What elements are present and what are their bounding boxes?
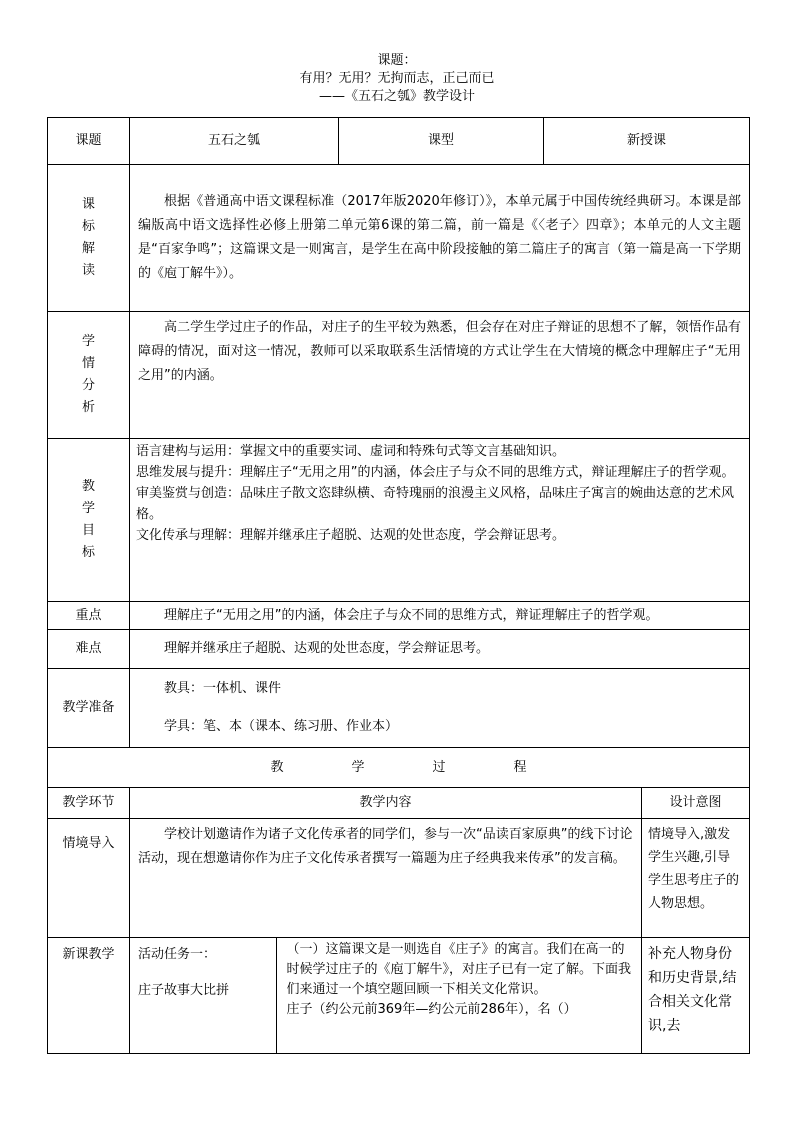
header-line-1: 课题：: [377, 53, 417, 68]
goals-list: [130, 439, 750, 602]
intro-stage-content: 学校计划邀请作为诸子文化传承者的同学们，参与一次“品读百家原典”的线下讨论活动，现在想邀请你作为庄子文化传承者撰写一篇题为庄子经典我来传承”的发言稿。: [130, 819, 642, 938]
students-text: 高二学生学过庄子的作品，对庄子的生平较为熟悉，但会存在对庄子辩证的思想不了解，领悟作品有障碍的情况，面对这一情况，教师可以采取联系生活情境的方式让学生在大情境的概念中理解庄子“无用之用”的内涵。: [130, 312, 750, 439]
students-row: [48, 312, 750, 439]
header-line-3: ——《五石之瓠》教学设计: [318, 89, 475, 104]
process-columns-row: [48, 788, 750, 819]
students-label: 学 情 分 析: [48, 312, 130, 439]
student-tools: 学具：笔、本（课本、练习册、作业本）: [164, 719, 399, 734]
curriculum-row: [48, 165, 750, 312]
key-point-text: 理解庄子“无用之用”的内涵，体会庄子与众不同的思维方式，辩证理解庄子的哲学观。: [130, 602, 750, 630]
task-cell: [130, 938, 276, 1053]
label-topic: 课题: [48, 118, 130, 165]
process-title: 教 学 过 程: [48, 748, 750, 788]
preparation-label: 教学准备: [48, 669, 130, 748]
new-lesson-intent: 补充人物身份和历史背景,结合相关文化常识,去: [642, 938, 750, 1054]
difficulty-label: 难点: [48, 630, 130, 669]
type-value: 新授课: [544, 118, 750, 165]
lesson-plan-table: [47, 117, 750, 1054]
curriculum-text: 根据《普通高中语文课程标准（2017年版2020年修订）》，本单元属于中国传统经典研习。本课是部编版高中语文选择性必修上册第二单元第6课的第二篇，前一篇是《〈老子〉四章》；本单元的人文主题是“百家争鸣”；这篇课文是一则寓言，是学生在高中阶段接触的第二篇庄子的寓言（第一篇是高一下学期的《庖丁解牛》）。: [130, 165, 750, 312]
goal-item: 语言建构与运用：掌握文中的重要实词、虚词和特殊句式等文言基础知识。: [136, 444, 566, 459]
task-paragraph-2: 庄子（约公元前369年—约公元前286年），名（）: [286, 1002, 577, 1017]
goals-row: [48, 439, 750, 602]
key-point-label: 重点: [48, 602, 130, 630]
task-name: 庄子故事大比拼: [138, 983, 230, 998]
intro-stage-row: [48, 819, 750, 938]
preparation-text: [130, 669, 750, 748]
goals-label: 教 学 目 标: [48, 439, 130, 602]
col-content: 教学内容: [130, 788, 642, 819]
new-lesson-row: [48, 938, 750, 1054]
col-intent: 设计意图: [642, 788, 750, 819]
difficulty-text: 理解并继承庄子超脱、达观的处世态度，学会辩证思考。: [130, 630, 750, 669]
process-header-row: [48, 748, 750, 788]
task-content: [276, 938, 641, 1053]
goal-item: 文化传承与理解：理解并继承庄子超脱、达观的处世态度，学会辩证思考。: [136, 528, 566, 543]
intro-stage-label: 情境导入: [48, 819, 130, 938]
task-title: 活动任务一：: [138, 947, 217, 962]
col-stage: 教学环节: [48, 788, 130, 819]
header-line-2: 有用？无用？无拘而志，正己而已: [299, 71, 495, 86]
topic-value: 五石之瓠: [130, 118, 339, 165]
info-row: [48, 118, 750, 165]
label-type: 课型: [339, 118, 544, 165]
key-point-row: [48, 602, 750, 630]
difficulty-row: [48, 630, 750, 669]
goal-item: 审美鉴赏与创造：品味庄子散文恣肆纵横、奇特瑰丽的浪漫主义风格，品味庄子寓言的婉曲达意的艺术风格。: [136, 486, 735, 522]
new-lesson-content: [130, 938, 642, 1054]
intro-stage-intent: 情境导入,激发学生兴趣,引导学生思考庄子的人物思想。: [642, 819, 750, 938]
preparation-row: [48, 669, 750, 748]
curriculum-label: 课 标 解 读: [48, 165, 130, 312]
teacher-tools: 教具：一体机、课件: [164, 681, 282, 696]
new-lesson-label: 新课教学: [48, 938, 130, 1054]
goal-item: 思维发展与提升：理解庄子“无用之用”的内涵，体会庄子与众不同的思维方式，辩证理解庄子的哲学观。: [136, 465, 735, 480]
task-paragraph-1: （一）这篇课文是一则选自《庄子》的寓言。我们在高一的时候学过庄子的《庖丁解牛》，对庄子已有一定了解。下面我们来通过一个填空题回顾一下相关文化常识。: [286, 942, 632, 997]
